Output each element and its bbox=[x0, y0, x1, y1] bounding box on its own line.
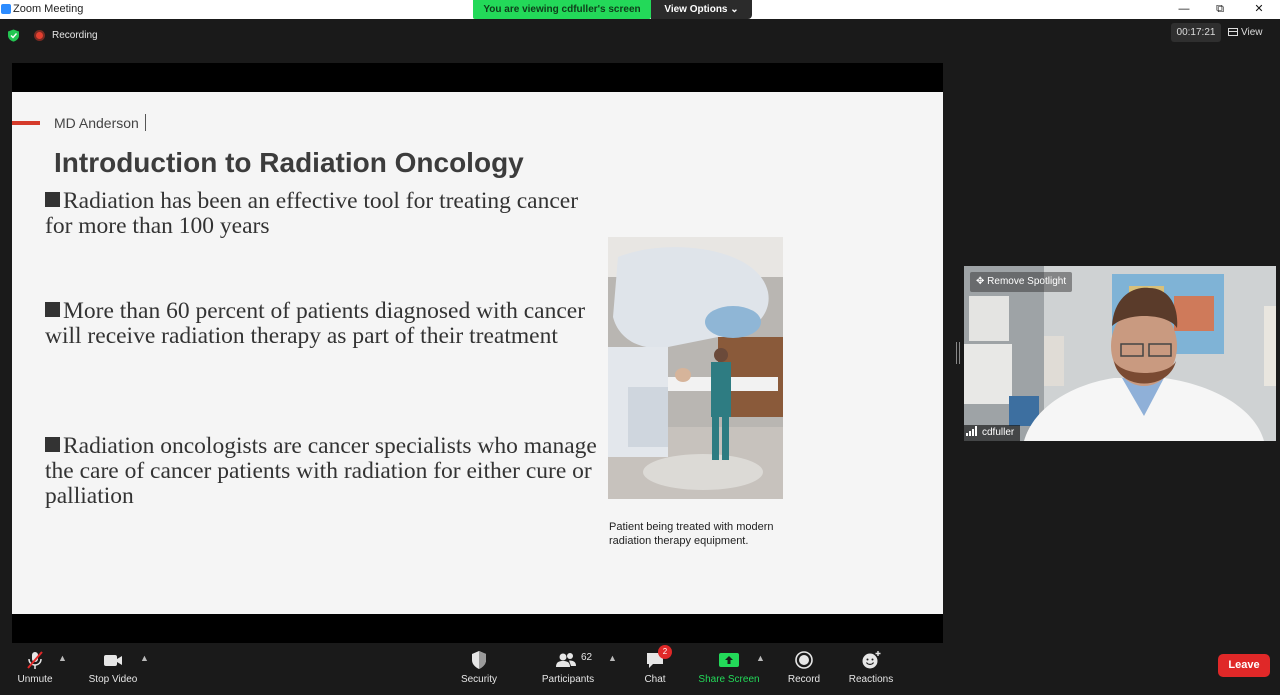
remove-spotlight-button[interactable] bbox=[970, 272, 1072, 292]
bullet-square-icon bbox=[45, 437, 60, 452]
participants-options-caret-icon[interactable]: ▲ bbox=[608, 653, 617, 663]
unmute-button[interactable] bbox=[10, 645, 60, 695]
brand-divider bbox=[145, 114, 146, 131]
reactions-smiley-icon bbox=[860, 649, 882, 671]
share-screen-label: Share Screen bbox=[698, 674, 760, 685]
video-camera-icon bbox=[102, 649, 124, 671]
panel-resize-handle[interactable] bbox=[956, 342, 960, 364]
slide-bullet bbox=[45, 189, 605, 239]
radiation-therapy-photo bbox=[608, 237, 783, 499]
view-button[interactable] bbox=[1228, 23, 1274, 42]
participant-count: 62 bbox=[581, 652, 593, 663]
spotlight-label: Remove Spotlight bbox=[987, 276, 1067, 287]
participants-label: Participants bbox=[541, 674, 595, 685]
slide-title: Introduction to Radiation Oncology bbox=[54, 147, 524, 178]
meeting-timer: 00:17:21 bbox=[1171, 23, 1221, 42]
signal-strength-icon bbox=[966, 426, 979, 436]
participant-video-tile[interactable] bbox=[964, 266, 1276, 441]
share-options-caret-icon[interactable]: ▲ bbox=[756, 653, 765, 663]
video-options-caret-icon[interactable]: ▲ bbox=[140, 653, 149, 663]
chat-unread-badge: 2 bbox=[658, 645, 672, 659]
bullet-text: More than 60 percent of patients diagnosed with cancer will receive radiation therapy as part of their treatment bbox=[45, 298, 586, 349]
recording-label: Recording bbox=[52, 30, 98, 41]
presentation-slide bbox=[12, 92, 943, 614]
slide-bullet bbox=[45, 299, 605, 349]
share-screen-icon bbox=[718, 649, 740, 671]
view-options-button[interactable]: View Options ⌄ bbox=[651, 0, 752, 19]
record-label: Record bbox=[787, 674, 821, 685]
security-shield-icon[interactable] bbox=[7, 29, 20, 42]
security-label: Security bbox=[460, 674, 498, 685]
audio-options-caret-icon[interactable]: ▲ bbox=[58, 653, 67, 663]
bullet-text: Radiation oncologists are cancer specialists who manage the care of cancer patients with radiation for either cure or palliation bbox=[45, 433, 597, 509]
zoom-app-icon bbox=[1, 4, 11, 14]
stop-video-button[interactable] bbox=[85, 645, 141, 695]
minimize-button[interactable]: — bbox=[1178, 3, 1190, 15]
participants-icon bbox=[555, 649, 577, 671]
participant-video-feed bbox=[964, 266, 1276, 441]
bullet-text: Radiation has been an effective tool for treating cancer for more than 100 years bbox=[45, 188, 579, 239]
stop-video-label: Stop Video bbox=[88, 674, 138, 685]
grid-view-icon bbox=[1228, 28, 1238, 36]
record-button[interactable] bbox=[783, 645, 825, 695]
record-icon bbox=[793, 649, 815, 671]
restore-button[interactable]: ⧉ bbox=[1216, 3, 1224, 15]
view-label: View bbox=[1241, 27, 1263, 38]
pin-icon: ✥ bbox=[976, 276, 988, 287]
photo-caption: Patient being treated with modern radiation therapy equipment. bbox=[609, 521, 774, 547]
meeting-toolbar bbox=[0, 645, 1280, 695]
viewing-screen-banner: You are viewing cdfuller's screen bbox=[473, 0, 651, 19]
unmute-label: Unmute bbox=[17, 674, 53, 685]
reactions-label: Reactions bbox=[848, 674, 894, 685]
bullet-square-icon bbox=[45, 192, 60, 207]
chat-label: Chat bbox=[644, 674, 666, 685]
slide-bullet bbox=[45, 434, 605, 509]
brand-accent-bar bbox=[12, 121, 40, 125]
participant-name: cdfuller bbox=[982, 427, 1015, 438]
recording-indicator-icon[interactable] bbox=[34, 30, 45, 41]
reactions-button[interactable] bbox=[846, 645, 896, 695]
brand-name: MD Anderson bbox=[54, 115, 139, 131]
participant-name-tag bbox=[964, 425, 1020, 441]
window-title: Zoom Meeting bbox=[13, 3, 84, 15]
close-button[interactable]: ✕ bbox=[1254, 3, 1264, 15]
bullet-square-icon bbox=[45, 302, 60, 317]
shield-icon bbox=[468, 649, 490, 671]
security-button[interactable] bbox=[456, 645, 502, 695]
muted-microphone-icon bbox=[24, 649, 46, 671]
leave-button[interactable]: Leave bbox=[1218, 654, 1270, 677]
share-screen-button[interactable] bbox=[697, 645, 761, 695]
